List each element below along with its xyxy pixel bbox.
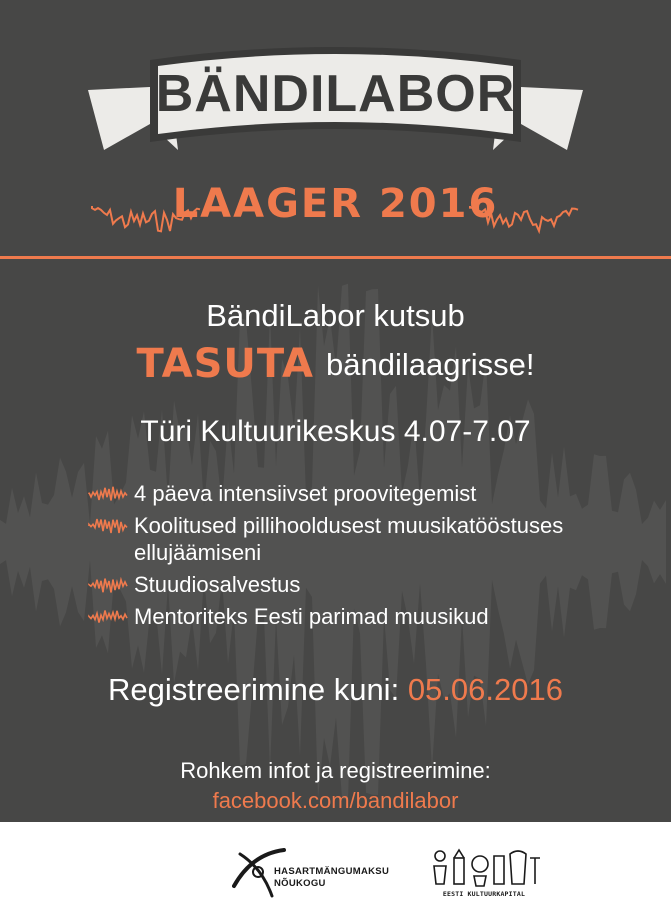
- feature-item: [88, 480, 648, 507]
- kultuurkapital-emblem: [424, 846, 544, 888]
- feature-text: Mentoriteks Eesti parimad muusikud: [134, 604, 489, 629]
- invite-line-1: BändiLabor kutsub: [206, 298, 465, 333]
- soundwave-icon: [88, 486, 128, 502]
- invite-line-2-rest: bändilaagrisse!: [326, 347, 535, 382]
- event-subtitle: LAAGER 2016: [172, 181, 499, 227]
- feature-text: Stuudiosalvestus: [134, 572, 301, 597]
- kultuurkapital-logo: [424, 846, 544, 902]
- invite-line-2: [0, 340, 671, 389]
- poster-title: BÄNDILABOR: [155, 65, 516, 123]
- feature-text: Koolitused pillihooldusest muusikatööstuses ellujäämiseni: [134, 513, 564, 565]
- soundwave-icon: [88, 609, 128, 625]
- feature-item: [88, 571, 648, 598]
- hasartmangumaksu-text-1: HASARTMÄNGUMAKSU: [274, 866, 390, 877]
- event-location: Türi Kultuurikeskus 4.07-7.07: [140, 415, 531, 448]
- registration-deadline: [0, 670, 671, 710]
- kultuurkapital-text: EESTI KULTUURKAPITAL: [442, 890, 526, 898]
- sponsor-footer: [0, 822, 671, 916]
- hasartmangumaksu-text-2: NÕUKOGU: [274, 878, 326, 889]
- feature-list: [88, 480, 648, 635]
- info-text: Rohkem infot ja registreerimine:: [180, 758, 491, 783]
- free-highlight: TASUTA: [136, 341, 315, 387]
- soundwave-icon: [88, 577, 128, 593]
- hasartmangumaksu-logo: [232, 846, 412, 900]
- soundwave-icon: [88, 518, 128, 534]
- divider-line: [0, 256, 671, 259]
- feature-text: 4 päeva intensiivset proovitegemist: [134, 481, 477, 506]
- feature-item: [88, 512, 648, 566]
- registration-label: Registreerimine kuni:: [108, 672, 400, 707]
- facebook-link[interactable]: facebook.com/bandilabor: [212, 788, 459, 813]
- header: [0, 0, 671, 258]
- registration-date: 05.06.2016: [407, 672, 563, 707]
- feature-item: [88, 603, 648, 630]
